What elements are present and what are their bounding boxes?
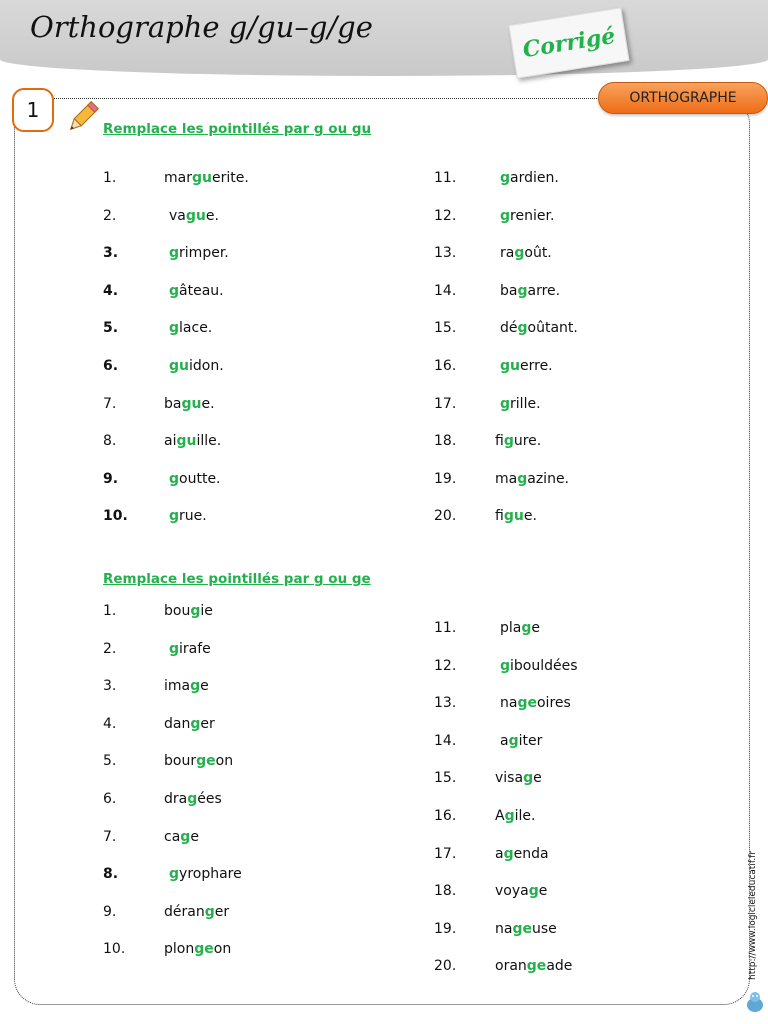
answer-letters: g (500, 207, 511, 224)
item-word (169, 208, 219, 224)
word-suffix: irafe (179, 640, 211, 657)
word-prefix: mar (164, 170, 192, 186)
category-tag: ORTHOGRAPHE (598, 82, 768, 114)
word-prefix: dan (164, 715, 191, 732)
word-suffix: rue. (179, 508, 207, 525)
item-number: 6. (103, 358, 119, 374)
word-prefix: fi (495, 433, 504, 450)
item-number: 7. (103, 395, 117, 412)
word-suffix: ade (546, 958, 573, 975)
word-suffix: ure. (513, 433, 542, 450)
item-word (164, 829, 199, 845)
item-word (495, 433, 541, 449)
word-suffix: rille. (510, 395, 541, 412)
answer-letters: ge (517, 695, 537, 712)
word-prefix: voya (495, 883, 529, 900)
item-number: 5. (103, 320, 119, 337)
answer-letters: g (169, 640, 180, 657)
item-word (164, 603, 213, 619)
item-number: 1. (103, 603, 117, 619)
answer-letters: g (190, 678, 201, 695)
item-number: 18. (434, 433, 457, 450)
item-number: 10. (103, 508, 128, 525)
answer-letters: g (190, 715, 201, 732)
item-number: 19. (434, 470, 457, 487)
item-word (500, 245, 552, 261)
item-number: 18. (434, 883, 457, 900)
item-number: 19. (434, 920, 457, 937)
word-suffix: erre. (520, 358, 553, 374)
word-prefix: ai (164, 433, 177, 450)
item-number: 17. (434, 395, 457, 412)
answer-letters: g (500, 170, 511, 186)
word-prefix: dra (164, 791, 188, 807)
answer-letters: g (190, 603, 201, 619)
item-number: 9. (103, 470, 119, 487)
word-suffix: idon. (189, 358, 224, 374)
pencil-icon (62, 98, 102, 138)
item-number: 10. (103, 941, 126, 958)
item-word (495, 770, 542, 786)
word-suffix: oires (536, 695, 571, 712)
word-prefix: ca (164, 828, 181, 845)
answer-letters: g (504, 808, 515, 824)
word-suffix: e. (523, 508, 537, 525)
word-suffix: oût. (524, 245, 552, 262)
word-prefix: na (500, 695, 518, 712)
answer-letters: ge (196, 753, 216, 770)
item-word (164, 716, 215, 732)
answer-letters: g (528, 883, 539, 900)
item-number: 20. (434, 958, 457, 975)
answer-letters: g (514, 245, 525, 262)
word-suffix: er (214, 903, 230, 920)
word-suffix: e. (201, 395, 215, 412)
item-number: 8. (103, 433, 117, 450)
answer-letters: g (169, 866, 180, 883)
item-number: 1. (103, 170, 117, 186)
item-word (495, 921, 557, 937)
item-word (500, 695, 571, 711)
stamp-label: Corrigé (520, 22, 618, 64)
word-prefix: va (169, 207, 186, 224)
word-prefix: ra (500, 245, 515, 262)
item-number: 15. (434, 770, 457, 787)
item-number: 3. (103, 245, 119, 262)
item-number: 5. (103, 753, 117, 770)
item-word (500, 396, 541, 412)
footer-url: http://www.logicieleducatif.fr (748, 850, 758, 980)
answer-letters: g (180, 828, 191, 845)
item-number: 15. (434, 320, 457, 337)
worksheet-frame (14, 98, 750, 1005)
item-number: 14. (434, 282, 457, 299)
answer-letters: gu (191, 170, 212, 186)
word-suffix: enda (513, 845, 549, 862)
word-prefix: ima (164, 678, 191, 695)
word-prefix: bour (164, 753, 197, 770)
item-number: 13. (434, 245, 457, 262)
item-number: 4. (103, 715, 117, 732)
answer-letters: g (517, 282, 528, 299)
item-word (169, 471, 221, 487)
word-suffix: er (200, 715, 215, 732)
item-word (164, 433, 221, 449)
item-number: 2. (103, 640, 117, 657)
answer-letters: g (169, 245, 180, 262)
answer-letters: ge (526, 958, 547, 975)
item-number: 9. (103, 903, 117, 920)
word-suffix: ibouldées (510, 657, 578, 674)
item-word (500, 208, 554, 224)
word-suffix: ille. (196, 433, 222, 450)
answer-letters: gu (176, 433, 197, 450)
word-suffix: use (531, 920, 557, 937)
item-word (164, 791, 222, 807)
item-number: 16. (434, 808, 457, 824)
word-prefix: A (495, 808, 505, 824)
word-prefix: ba (164, 395, 182, 412)
word-prefix: ma (495, 470, 518, 487)
answer-letters: g (169, 508, 180, 525)
answer-letters: g (169, 320, 180, 337)
item-word (500, 620, 540, 636)
word-suffix: e. (205, 207, 219, 224)
item-number: 13. (434, 695, 457, 712)
word-suffix: ie (200, 603, 213, 619)
answer-letters: gu (500, 358, 520, 374)
word-prefix: visa (495, 770, 524, 787)
item-word (500, 320, 578, 336)
word-prefix: a (500, 732, 509, 749)
word-suffix: ile. (514, 808, 536, 824)
word-suffix: e (533, 770, 542, 787)
word-prefix: fi (495, 508, 504, 525)
word-suffix: outte. (179, 470, 221, 487)
item-number: 11. (434, 170, 457, 186)
item-word (169, 283, 224, 299)
instruction-g-ge: Remplace les pointillés par g ou ge (103, 571, 371, 587)
mascot-icon (744, 990, 766, 1014)
answer-letters: g (523, 770, 534, 787)
answer-letters: g (503, 433, 514, 450)
answer-letters: gu (181, 395, 202, 412)
item-number: 16. (434, 358, 457, 374)
answer-letters: g (517, 320, 528, 337)
answer-letters: g (508, 732, 519, 749)
answer-letters: ge (512, 920, 532, 937)
answer-letters: g (204, 903, 215, 920)
item-word (500, 358, 553, 374)
word-suffix: e (531, 620, 541, 636)
answer-letters: gu (185, 207, 206, 224)
item-number: 12. (434, 657, 457, 674)
item-number: 7. (103, 828, 117, 845)
word-suffix: arre. (527, 282, 561, 299)
item-number: 2. (103, 207, 117, 224)
item-word (500, 658, 578, 674)
word-suffix: lace. (179, 320, 213, 337)
item-number: 3. (103, 678, 117, 695)
word-suffix: oûtant. (527, 320, 578, 337)
item-word (169, 508, 207, 524)
item-word (495, 808, 535, 824)
answer-letters: g (169, 470, 180, 487)
item-word (164, 941, 231, 957)
item-word (169, 245, 229, 261)
item-word (164, 170, 249, 186)
item-word (164, 904, 229, 920)
word-prefix: dé (500, 320, 518, 337)
answer-letters: g (500, 657, 511, 674)
word-suffix: e (190, 828, 199, 845)
item-number: 12. (434, 207, 457, 224)
word-prefix: pla (500, 620, 522, 636)
item-word (169, 866, 242, 882)
answer-letters: g (517, 470, 528, 487)
word-suffix: ées (197, 791, 222, 807)
answer-letters: g (169, 282, 180, 299)
word-prefix: déran (164, 903, 205, 920)
word-suffix: rimper. (179, 245, 229, 262)
word-suffix: ardien. (510, 170, 559, 186)
word-suffix: azine. (527, 470, 570, 487)
item-word (169, 358, 224, 374)
item-number: 6. (103, 791, 117, 807)
item-number: 8. (103, 866, 119, 883)
answer-letters: g (500, 395, 511, 412)
item-word (495, 846, 549, 862)
word-prefix: plon (164, 941, 195, 958)
item-number: 11. (434, 620, 457, 636)
word-prefix: oran (495, 958, 527, 975)
answer-letters: gu (503, 508, 524, 525)
word-suffix: iter (518, 732, 543, 749)
item-word (164, 396, 215, 412)
page-title: Orthographe g/gu–g/ge (30, 10, 373, 44)
answer-letters: ge (194, 941, 214, 958)
item-word (500, 170, 559, 186)
item-number: 20. (434, 508, 457, 525)
item-word (169, 641, 211, 657)
item-word (495, 958, 572, 974)
word-suffix: erite. (211, 170, 249, 186)
item-word (495, 471, 569, 487)
item-word (164, 753, 233, 769)
instruction-g-gu: Remplace les pointillés par g ou gu (103, 121, 372, 137)
exercise-number-badge: 1 (12, 88, 54, 132)
item-word (169, 320, 212, 336)
item-word (164, 678, 209, 694)
word-suffix: e (538, 883, 548, 900)
word-suffix: on (215, 753, 234, 770)
word-suffix: renier. (510, 207, 555, 224)
answer-letters: g (187, 791, 198, 807)
word-suffix: yrophare (179, 866, 242, 883)
word-suffix: âteau. (179, 282, 224, 299)
item-number: 17. (434, 845, 457, 862)
answer-letters: g (503, 845, 514, 862)
item-word (500, 283, 560, 299)
word-prefix: na (495, 920, 513, 937)
answer-letters: gu (169, 358, 189, 374)
item-number: 14. (434, 732, 457, 749)
word-prefix: a (495, 845, 504, 862)
answer-letters: g (521, 620, 532, 636)
word-suffix: e (200, 678, 209, 695)
word-suffix: on (213, 941, 232, 958)
word-prefix: ba (500, 282, 518, 299)
word-prefix: bou (164, 603, 191, 619)
item-word (495, 508, 537, 524)
item-word (495, 883, 547, 899)
item-word (500, 733, 542, 749)
item-number: 4. (103, 282, 119, 299)
